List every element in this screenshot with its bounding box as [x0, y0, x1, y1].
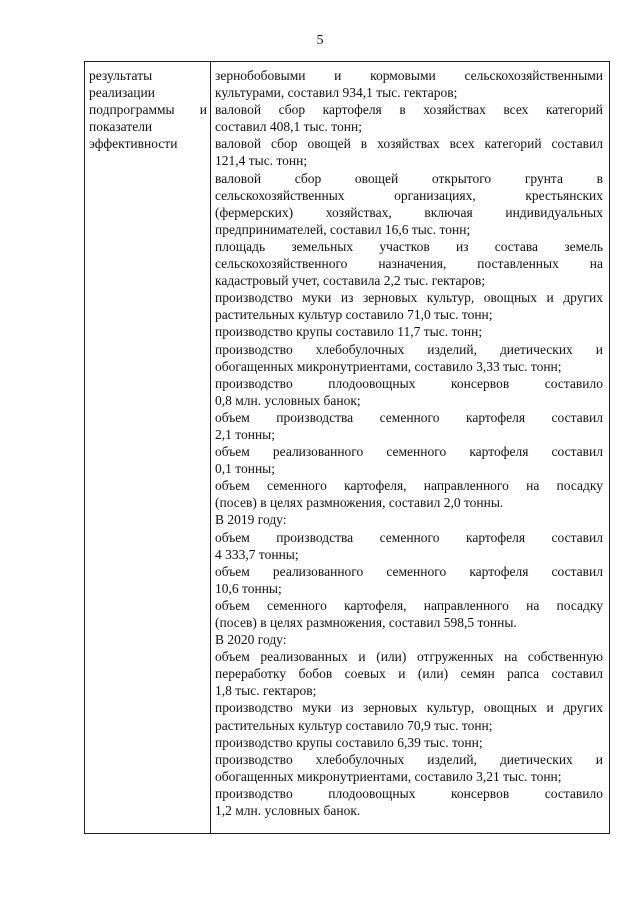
content-line: сельскохозяйственных организациях, крестьянских: [215, 187, 603, 203]
content-line: обогащенных микронутриентами, составило 3,33 тыс. тонн;: [215, 358, 562, 374]
content-line: валовой сбор овощей в хозяйствах всех категорий составил: [215, 136, 603, 152]
content-line: производство хлебобулочных изделий, диетических и: [215, 751, 603, 767]
content-line: 4 333,7 тонны;: [215, 546, 299, 562]
content-line: объем реализованных и (или) отгруженных на собственную: [215, 649, 603, 665]
content-line: культурами, составил 934,1 тыс. гектаров;: [215, 85, 458, 101]
content-line: растительных культур составило 71,0 тыс. тонн;: [215, 307, 493, 323]
content-line: (фермерских) хозяйствах, включая индивидуальных: [215, 204, 603, 220]
content-line: производство крупы составило 6,39 тыс. тонн;: [215, 734, 483, 750]
row-heading-line: результаты: [89, 68, 153, 83]
content-line: производство крупы составило 11,7 тыс. тонн;: [215, 324, 483, 340]
content-line: растительных культур составило 70,9 тыс. тонн;: [215, 717, 493, 733]
content-line: объем реализованного семенного картофеля составил: [215, 563, 603, 579]
row-heading-cell: [89, 67, 207, 152]
content-line: обогащенных микронутриентами, составило 3,21 тыс. тонн;: [215, 768, 562, 784]
content-line: В 2020 году:: [215, 632, 287, 648]
content-line: зернобобовыми и кормовыми сельскохозяйственными: [215, 68, 603, 83]
content-line: производство плодоовощных консервов составило: [215, 785, 603, 801]
content-line: 2,1 тонны;: [215, 426, 275, 442]
content-line: предпринимателей, составил 16,6 тыс. тонн;: [215, 221, 471, 237]
content-line: объем реализованного семенного картофеля составил: [215, 444, 603, 460]
content-line: объем производства семенного картофеля составил: [215, 409, 603, 425]
column-divider: [210, 62, 211, 833]
content-line: объем семенного картофеля, направленного на посадку: [215, 597, 603, 613]
content-line: переработку бобов соевых и (или) семян рапса составил: [215, 666, 603, 682]
content-line: площадь земельных участков из состава земель: [215, 238, 603, 254]
content-line: (посев) в целях размножения, составил 598,5 тонны.: [215, 615, 517, 630]
content-line: 10,6 тонны;: [215, 580, 282, 596]
content-line: 0,8 млн. условных банок;: [215, 392, 361, 408]
page-number: 5: [316, 33, 324, 48]
content-line: объем производства семенного картофеля составил: [215, 529, 603, 545]
content-line: В 2019 году:: [215, 512, 287, 528]
passport-table: [84, 61, 610, 834]
row-content-cell: [215, 67, 603, 819]
content-line: объем семенного картофеля, направленного на посадку: [215, 478, 603, 494]
content-line: валовой сбор овощей открытого грунта в: [215, 170, 603, 186]
content-line: производство хлебобулочных изделий, диетических и: [215, 341, 603, 357]
content-line: производство муки из зерновых культур, овощных и других: [215, 700, 603, 716]
content-line: 0,1 тонны;: [215, 461, 275, 477]
content-line: производство муки из зерновых культур, овощных и других: [215, 290, 603, 306]
row-heading-line: подпрограммы и: [89, 102, 207, 117]
content-line: 1,2 млн. условных банок.: [215, 803, 361, 819]
content-line: (посев) в целях размножения, составил 2,0 тонны.: [215, 495, 504, 511]
content-line: производство плодоовощных консервов составило: [215, 375, 603, 391]
content-line: 121,4 тыс. тонн;: [215, 153, 308, 169]
row-heading-line: реализации: [89, 85, 155, 100]
content-line: валовой сбор картофеля в хозяйствах всех категорий: [215, 102, 603, 118]
content-line: кадастровый учет, составила 2,2 тыс. гектаров;: [215, 273, 486, 289]
row-heading-line: эффективности: [89, 136, 178, 151]
row-heading-line: показатели: [89, 119, 153, 134]
content-line: 1,8 тыс. гектаров;: [215, 683, 317, 699]
content-line: сельскохозяйственного назначения, поставленных на: [215, 256, 603, 272]
content-line: составил 408,1 тыс. тонн;: [215, 119, 362, 135]
